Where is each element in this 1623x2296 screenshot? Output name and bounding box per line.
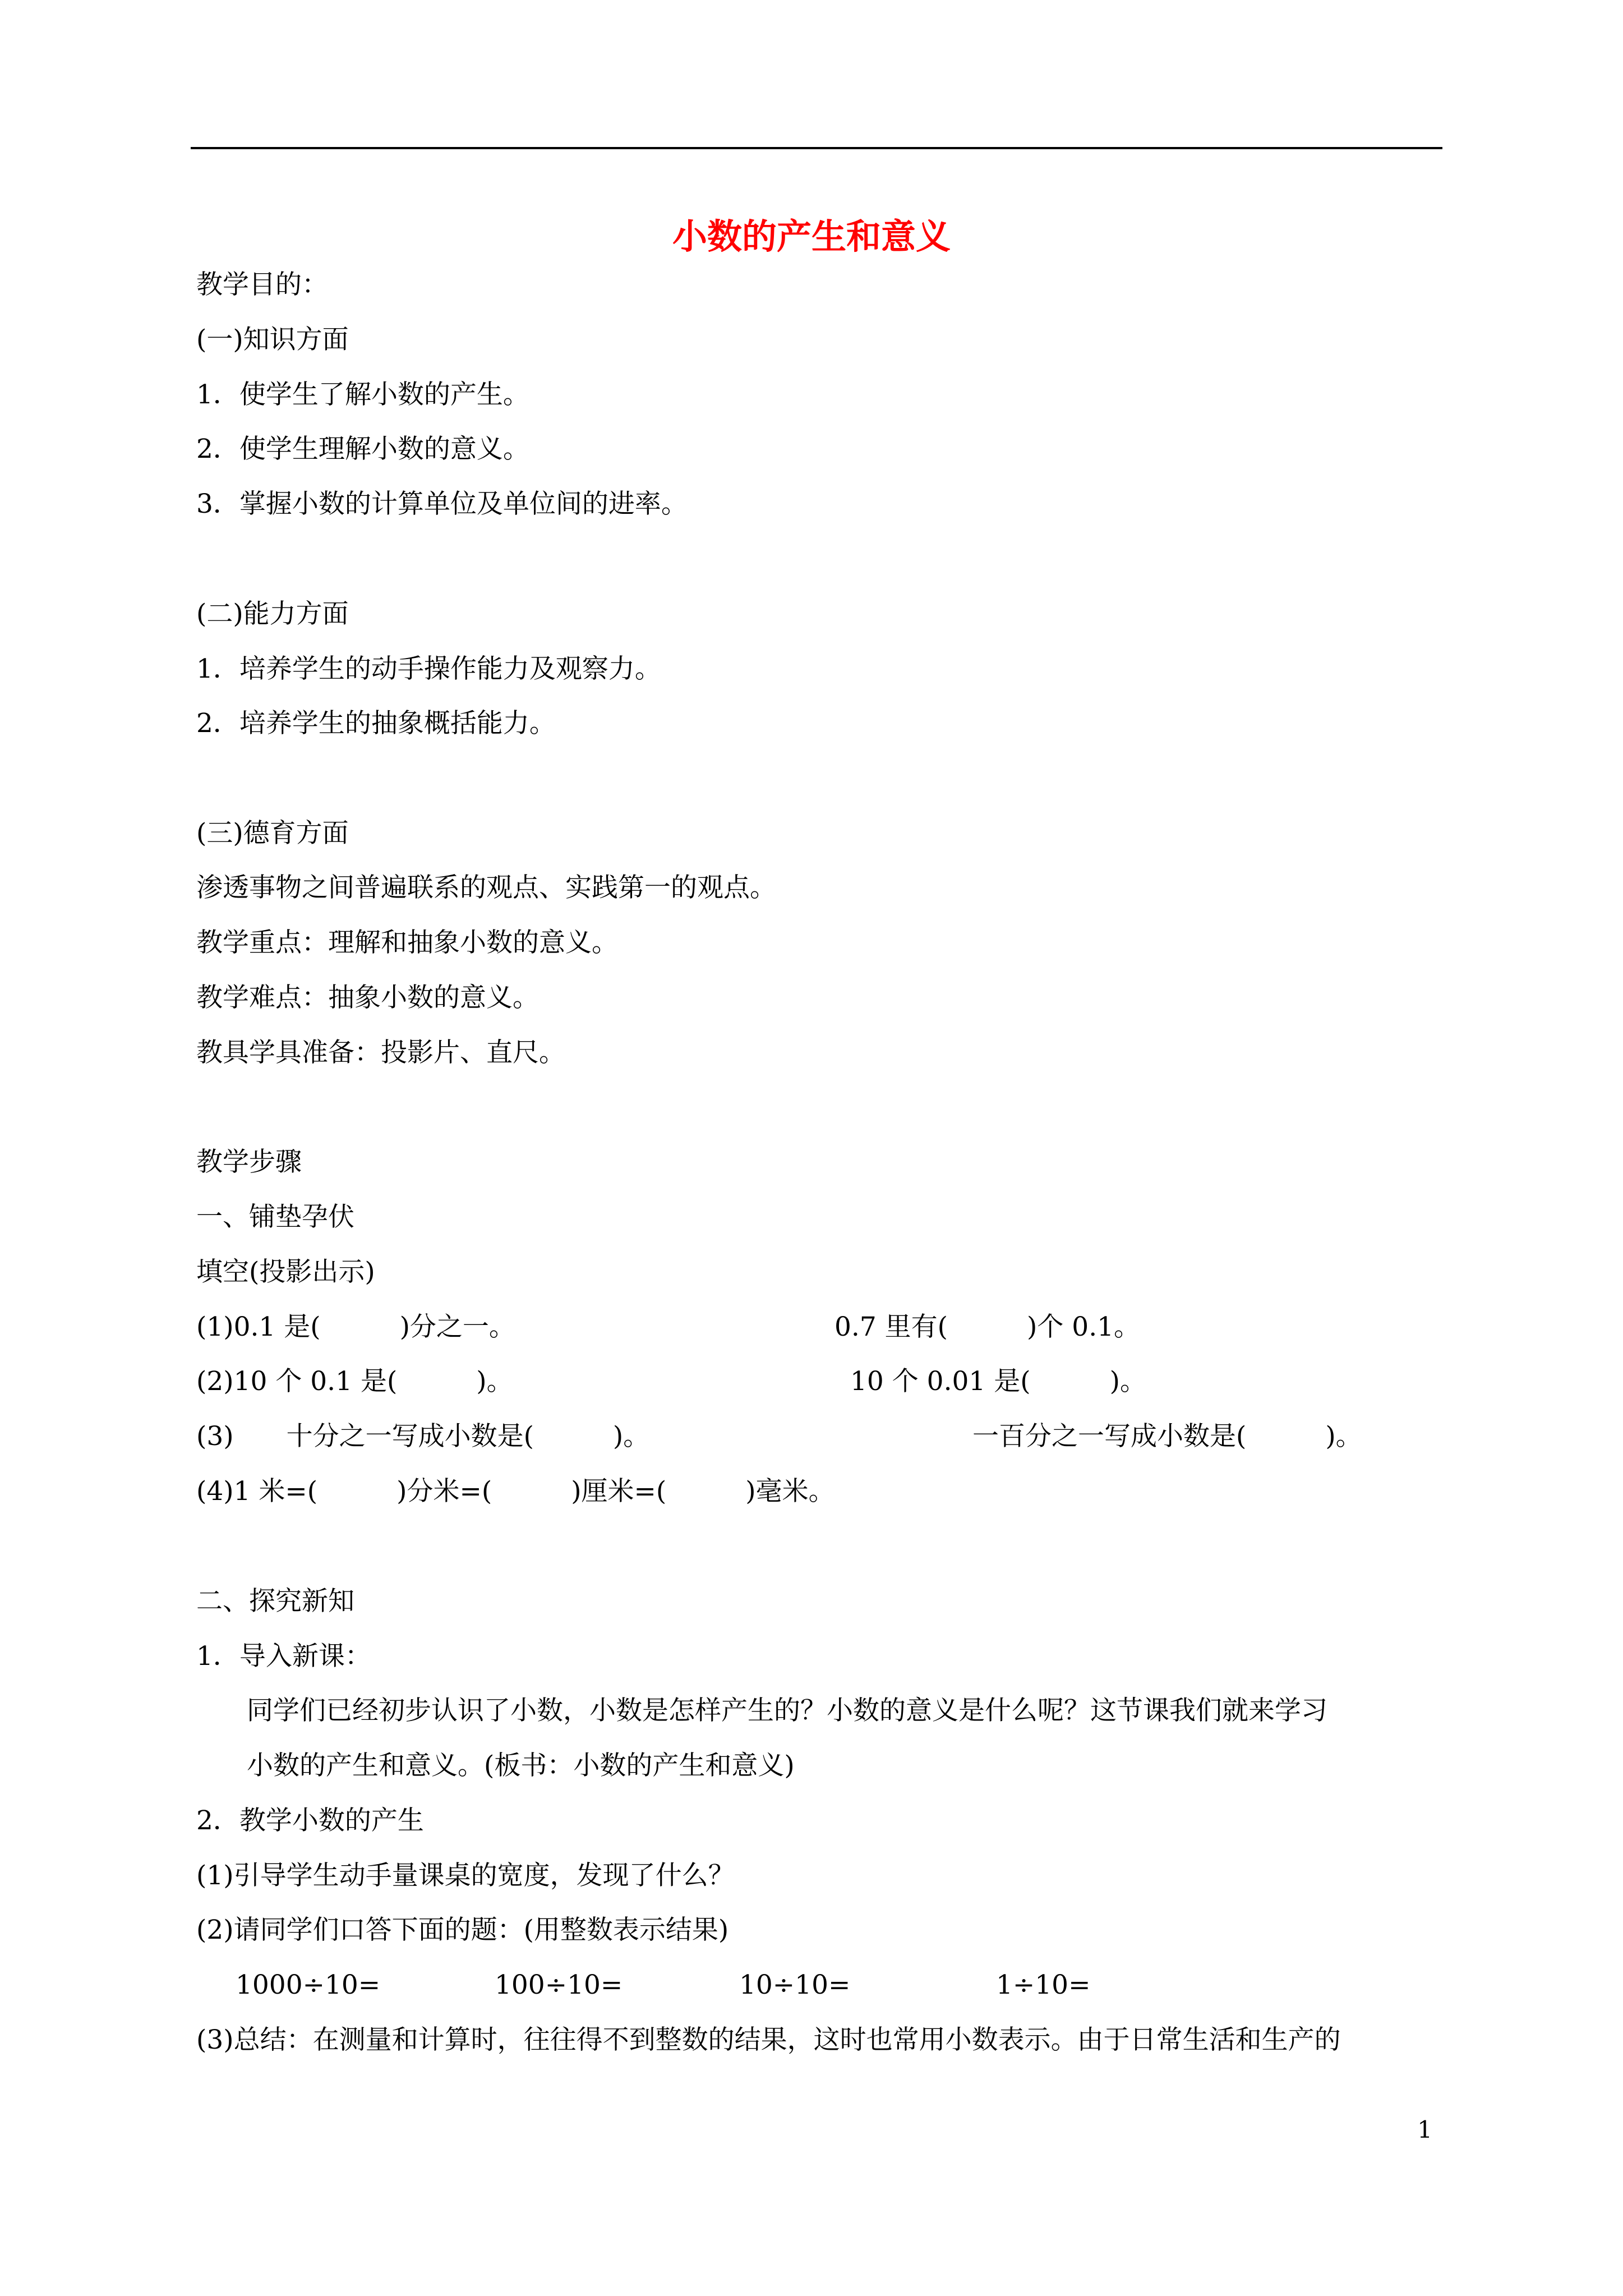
- text-line: 2．培养学生的抽象概括能力。: [196, 708, 556, 739]
- text-line: 渗透事物之间普遍联系的观点、实践第一的观点。: [196, 872, 776, 903]
- division-problem: 10÷10=: [739, 1970, 851, 2000]
- fill-blank-question: 一百分之一写成小数是( )。: [972, 1421, 1362, 1452]
- section-heading: 一、铺垫孕伏: [196, 1202, 354, 1232]
- fill-blank-question: 0.7 里有( )个 0.1。: [834, 1312, 1141, 1342]
- section-heading: (三)德育方面: [196, 818, 349, 849]
- text-line: 2．教学小数的产生: [196, 1805, 424, 1836]
- fill-blank-question: (3) 十分之一写成小数是( )。: [196, 1421, 650, 1452]
- text-line: 1．使学生了解小数的产生。: [196, 379, 529, 410]
- section-heading: 二、探究新知: [196, 1586, 354, 1617]
- page-number: 1: [1417, 2116, 1432, 2143]
- page-title: 小数的产生和意义: [672, 216, 951, 257]
- fill-blank-question: (2)10 个 0.1 是( )。: [196, 1366, 513, 1397]
- text-line: 1．培养学生的动手操作能力及观察力。: [196, 654, 661, 684]
- text-line: (1)引导学生动手量课桌的宽度，发现了什么？: [196, 1860, 735, 1891]
- division-problem: 100÷10=: [495, 1970, 623, 2000]
- text-line: 教学重点：理解和抽象小数的意义。: [196, 927, 618, 958]
- fill-blank-question: (1)0.1 是( )分之一。: [196, 1312, 515, 1342]
- section-heading: (二)能力方面: [196, 599, 349, 629]
- paragraph-line: 小数的产生和意义。(板书：小数的产生和意义): [247, 1750, 795, 1781]
- text-line: 2．使学生理解小数的意义。: [196, 434, 529, 464]
- division-problem: 1000÷10=: [236, 1970, 381, 2000]
- text-line: 教学难点：抽象小数的意义。: [196, 982, 539, 1013]
- text-line: 填空(投影出示): [196, 1257, 375, 1287]
- paragraph-line: 同学们已经初步认识了小数，小数是怎样产生的？小数的意义是什么呢？这节课我们就来学习: [247, 1695, 1327, 1726]
- fill-blank-question: (4)1 米=( )分米=( )厘米=( )毫米。: [196, 1476, 835, 1507]
- section-heading: (一)知识方面: [196, 324, 349, 355]
- text-line: 教具学具准备：投影片、直尺。: [196, 1037, 565, 1068]
- division-problem: 1÷10=: [996, 1970, 1091, 2000]
- text-line: (2)请同学们口答下面的题：(用整数表示结果): [196, 1915, 729, 1945]
- text-line: 3．掌握小数的计算单位及单位间的进率。: [196, 489, 688, 519]
- header-rule: [191, 147, 1442, 149]
- fill-blank-question: 10 个 0.01 是( )。: [850, 1366, 1146, 1397]
- section-heading: 教学步骤: [196, 1147, 302, 1177]
- text-line: 教学目的：: [196, 269, 328, 300]
- paragraph-line: (3)总结：在测量和计算时，往往得不到整数的结果，这时也常用小数表示。由于日常生活和生产的: [196, 2024, 1341, 2055]
- text-line: 1．导入新课：: [196, 1641, 371, 1672]
